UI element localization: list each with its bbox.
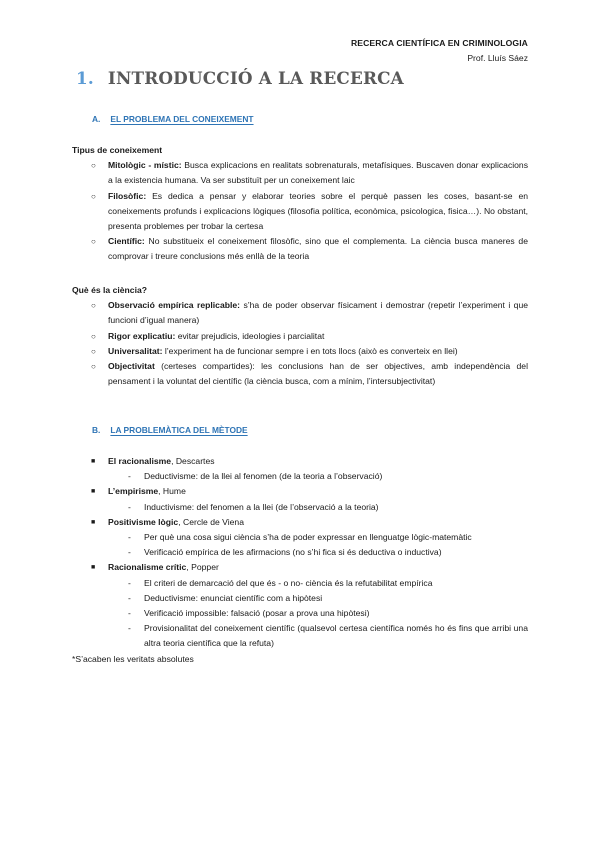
list-item — [72, 189, 528, 235]
sub-item-text: Verificació impossible: falsació (posar a prova una hipòtesi) — [144, 608, 370, 619]
page-header — [351, 36, 528, 66]
sub-item — [72, 500, 528, 515]
list-item — [72, 515, 528, 530]
dash-bullet-icon: - — [128, 547, 131, 558]
chapter-title — [76, 68, 404, 88]
section-b-title: LA PROBLEMÀTICA DEL MÈTODE — [110, 425, 248, 435]
sub-item-text: Provisionalitat del coneixement científic (qualsevol certesa científica només ho és fins que arribi una altra teoria científica que la refuta) — [144, 623, 528, 649]
item-text: s’ha de poder observar físicament i demostrar (repetir l’experiment i que funcioni d’igual manera) — [108, 300, 529, 326]
item-author: , Popper — [186, 562, 219, 573]
knowledge-types-block — [72, 143, 528, 265]
sub-item-text: El criteri de demarcació del que és - o no- ciència és la refutabilitat empírica — [144, 577, 433, 588]
item-text: Es dedica a pensar y elaborar teories sobre el perquè passen les coses, basant-se en coneixements profunds i explicacions lògiques (filosofia política, econòmica, psicologica, fisica…). No obstant, presenta problemes per trobar la certesa — [108, 190, 528, 232]
square-bullet-icon: ■ — [91, 518, 96, 526]
dash-bullet-icon: - — [128, 471, 131, 482]
science-heading: Què és la ciència? — [72, 285, 147, 295]
list-item — [72, 560, 528, 575]
item-text: evitar prejudicis, ideologies i parcialitat — [175, 330, 325, 341]
list-item — [72, 484, 528, 499]
item-term: Racionalisme crític — [108, 562, 187, 573]
list-item — [72, 298, 528, 328]
method-block — [72, 454, 528, 667]
item-text: l’experiment ha de funcionar sempre i en tots llocs (això es converteix en llei) — [162, 345, 458, 356]
circle-bullet-icon: ○ — [91, 346, 96, 356]
item-term: Observació empírica replicable: — [108, 300, 241, 311]
sub-item-text: Per què una cosa sigui ciència s’ha de poder expressar en llenguatge lògic-matemàtic — [144, 532, 472, 543]
dash-bullet-icon: - — [128, 623, 131, 634]
sub-item — [72, 545, 528, 560]
item-term: Científic: — [108, 236, 145, 247]
section-b-letter: B. — [92, 425, 101, 435]
section-b-heading — [92, 423, 248, 438]
list-item — [72, 234, 528, 264]
dash-bullet-icon: - — [128, 501, 131, 512]
square-bullet-icon: ■ — [91, 458, 96, 465]
sub-item — [72, 591, 528, 606]
circle-bullet-icon: ○ — [91, 161, 96, 171]
dash-bullet-icon: - — [128, 532, 131, 543]
list-item — [72, 158, 528, 188]
sub-item — [72, 621, 528, 651]
section-a-heading — [92, 112, 254, 127]
item-author: , Descartes — [171, 456, 215, 466]
item-term: L’empirisme — [108, 486, 159, 497]
item-author: , Hume — [158, 486, 186, 497]
item-term: Objectivitat — [108, 361, 155, 372]
circle-bullet-icon: ○ — [91, 191, 96, 201]
knowledge-types-heading: Tipus de coneixement — [72, 145, 163, 155]
section-a-title: EL PROBLEMA DEL CONEIXEMENT — [110, 114, 254, 124]
section-a-letter: A. — [92, 114, 101, 124]
sub-item — [72, 530, 528, 545]
sub-item-text: Verificació empírica de les afirmacions (no s’hi fica si és deductiva o inductiva) — [144, 547, 442, 558]
square-bullet-icon: ■ — [91, 488, 96, 496]
item-text: No substitueix el coneixement filosòfic, sino que el complementa. La ciència busca maneres de comprovar i treure conclusions més enllà de la teoria — [108, 236, 528, 262]
circle-bullet-icon: ○ — [91, 301, 96, 311]
sub-item-text: Deductivisme: enunciat científic com a hipòtesi — [144, 592, 323, 603]
science-block — [72, 283, 528, 389]
dash-bullet-icon: - — [128, 592, 131, 603]
item-text: (certeses compartides): les conclusions han de ser objectives, amb independència del pensament i la voluntat del científic (la ciència busca, com a mínim, l’intersubjectivitat) — [108, 361, 528, 387]
dash-bullet-icon: - — [128, 577, 131, 588]
sub-item-text: Deductivisme: de la llei al fenomen (de la teoria a l’observació) — [144, 471, 383, 482]
dash-bullet-icon: - — [128, 608, 131, 619]
circle-bullet-icon: ○ — [91, 237, 96, 247]
list-item — [72, 344, 528, 359]
list-item — [72, 329, 528, 344]
sub-item-text: Inductivisme: del fenomen a la llei (de l’observació a la teoria) — [144, 501, 379, 512]
item-term: Rigor explicatiu: — [108, 330, 176, 341]
list-item — [72, 359, 528, 389]
item-term: Mitològic - místic: — [108, 160, 182, 171]
circle-bullet-icon: ○ — [91, 331, 96, 341]
chapter-number: 1. — [76, 68, 94, 88]
course-title: RECERCA CIENTÍFICA EN CRIMINOLOGIA — [350, 38, 528, 48]
item-term: El racionalisme — [108, 456, 172, 466]
sub-item — [72, 469, 528, 484]
item-term: Universalitat: — [108, 345, 163, 356]
item-term: Positivisme lògic — [108, 516, 179, 527]
chapter-title-text: INTRODUCCIÓ A LA RECERCA — [107, 68, 404, 88]
circle-bullet-icon: ○ — [91, 362, 96, 372]
sub-item — [72, 576, 528, 591]
square-bullet-icon: ■ — [91, 564, 96, 572]
list-item — [72, 454, 528, 469]
footnote: *S’acaben les veritats absolutes — [72, 653, 194, 664]
item-text: Busca explicacions en realitats sobrenaturals, metafísiques. Buscaven donar explicacions a la existencia humana. Va ser substituït per un coneixement laic — [108, 160, 529, 186]
item-author: , Cercle de Viena — [178, 516, 244, 527]
sub-item — [72, 606, 528, 621]
item-term: Filosòfic: — [108, 190, 147, 201]
professor-name: Prof. Lluís Sáez — [467, 53, 528, 63]
